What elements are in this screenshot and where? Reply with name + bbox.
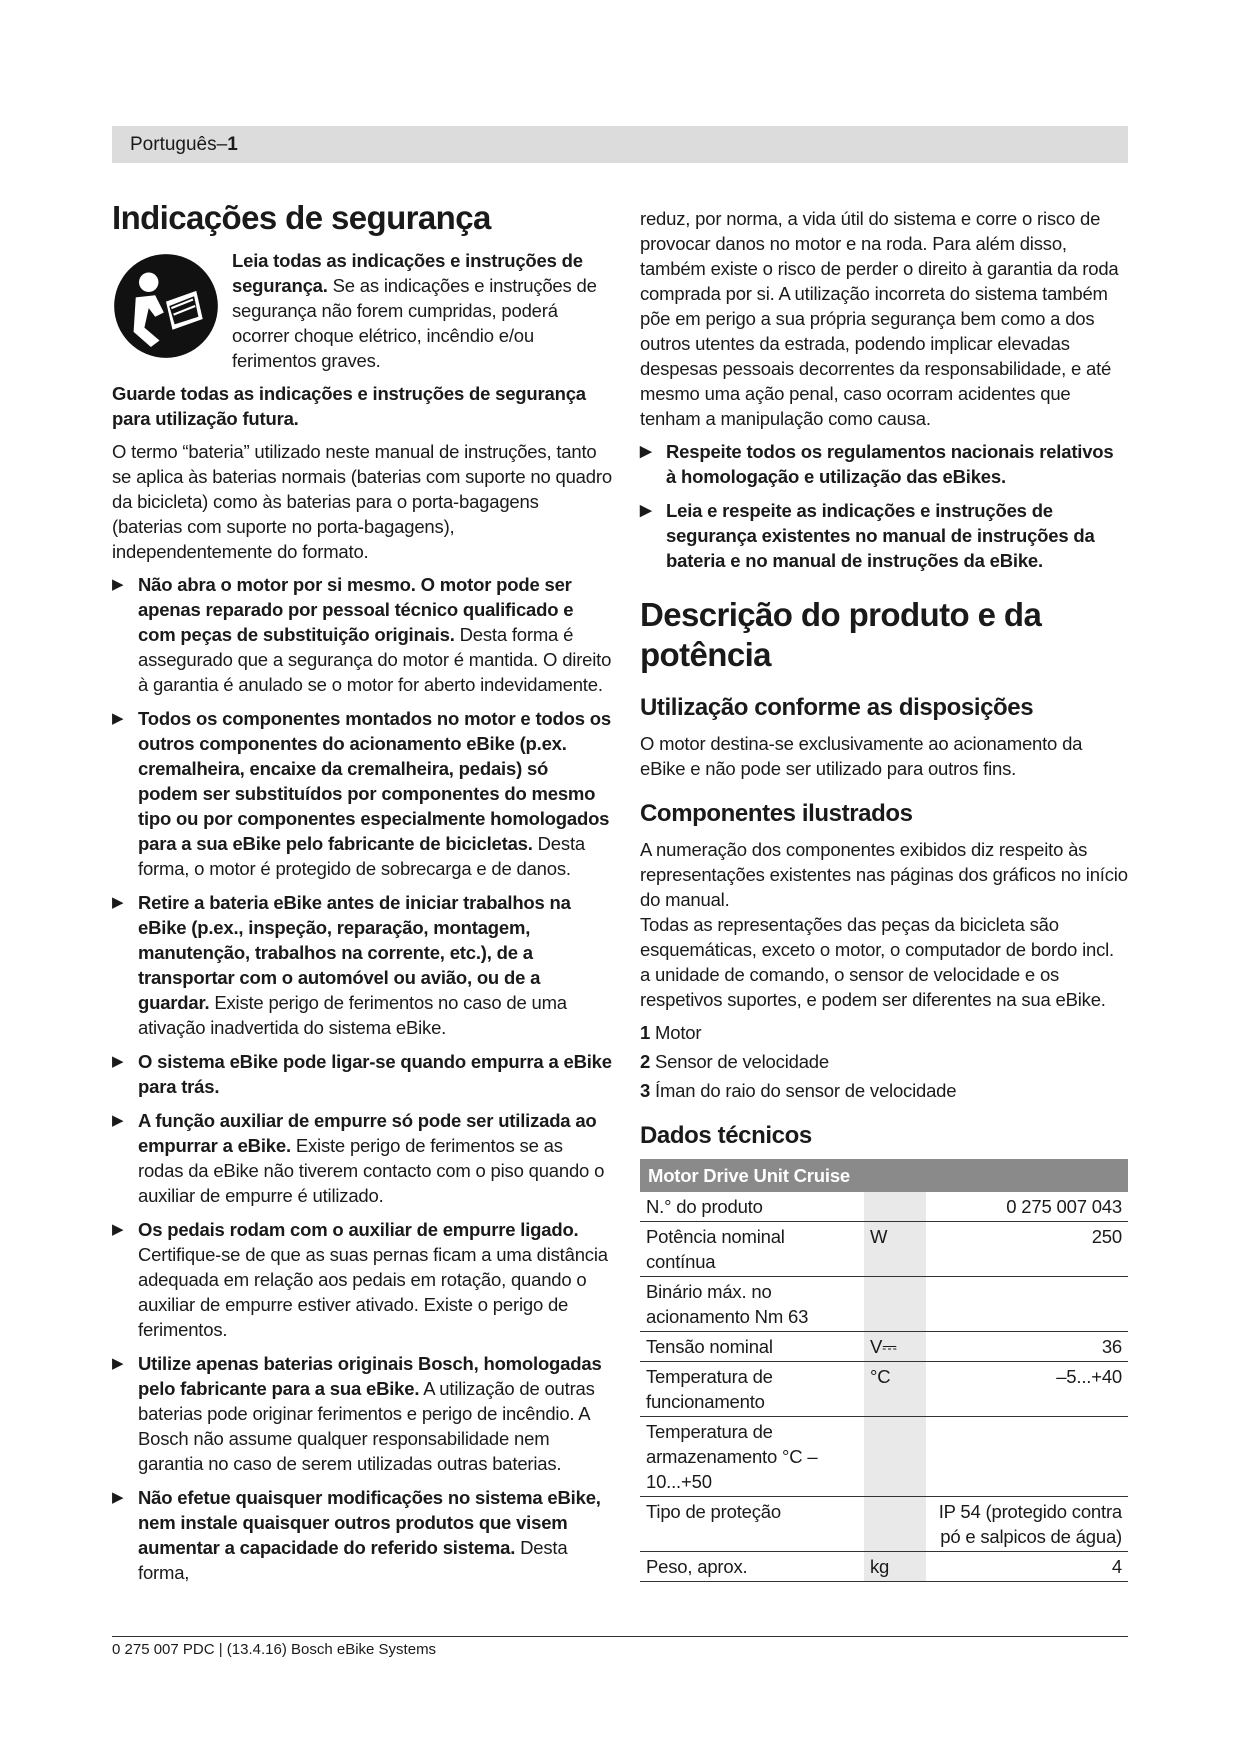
- safety-bullets: [112, 572, 612, 1585]
- keep-instructions: Guarde todas as indicações e instruções de segurança para utilização futura.: [112, 383, 586, 429]
- components-text-1: A numeração dos componentes exibidos diz respeito às representações existentes nas páginas dos gráficos no início do manual.: [640, 839, 1128, 910]
- footer-text: 0 275 007 PDC | (13.4.16) Bosch eBike Systems: [112, 1641, 437, 1658]
- bullet-triangle-icon: ▶: [112, 1489, 124, 1506]
- tech-data-table: [640, 1159, 1128, 1582]
- use-text: O motor destina-se exclusivamente ao acionamento da eBike e não pode ser utilizado para outros fins.: [640, 733, 1083, 779]
- intro-bold: Leia todas as indicações e instruções de segurança.: [232, 250, 583, 296]
- page-header: [112, 126, 1128, 163]
- bullet-triangle-icon: ▶: [112, 1112, 124, 1129]
- table-row: Binário máx. no acionamento Nm 63: [640, 1277, 1128, 1332]
- components-heading: Componentes ilustrados: [640, 800, 913, 827]
- safety-intro: [112, 248, 612, 373]
- header-text: Português–1: [130, 134, 238, 155]
- tech-heading: Dados técnicos: [640, 1122, 812, 1149]
- list-item: ▶ Utilize apenas baterias originais Bosch, homologadas pelo fabricante para a sua eBike. A utilização de outras baterias pode originar ferimentos e perigo de incêndio. A Bosch não assume qualquer responsabilidade nem garantia no caso de serem utilizadas outras baterias.: [112, 1353, 602, 1474]
- list-item: ▶ O sistema eBike pode ligar-se quando empurra a eBike para trás.: [112, 1051, 612, 1097]
- table-row: N.° do produto 0 275 007 043: [640, 1192, 1128, 1222]
- continued-text: reduz, por norma, a vida útil do sistema e corre o risco de provocar danos no motor e na roda. Para além disso, também existe o risco de perder o direito à garantia da roda comprada por si. A utilização incorreta do sistema também põe em perigo a sua própria segurança bem como a dos outros utentes da estrada, podendo implicar elevadas despesas pessoais decorrentes da responsabilidade, e até mesmo uma ação penal, caso ocorram acidentes que tenham a manipulação como causa.: [640, 208, 1119, 429]
- use-heading: Utilização conforme as disposições: [640, 694, 1034, 721]
- list-item: 1 Motor: [640, 1022, 702, 1043]
- bullet-triangle-icon: ▶: [640, 502, 652, 519]
- bullet-triangle-icon: ▶: [112, 1053, 124, 1070]
- table-row: Temperatura de funcionamento °C –5...+40: [640, 1362, 1128, 1417]
- left-column: [112, 198, 612, 1594]
- list-item: ▶ Não abra o motor por si mesmo. O motor pode ser apenas reparado por pessoal técnico qualificado e com peças de substituição originais. Desta forma é assegurado que a segurança do motor é mantida. O direito à garantia é anulado se o motor for aberto indevidamente.: [112, 574, 612, 695]
- bullet-triangle-icon: ▶: [112, 576, 124, 593]
- bullet-triangle-icon: ▶: [112, 710, 124, 727]
- table-title: Motor Drive Unit Cruise: [640, 1159, 1128, 1192]
- list-item: ▶ Não efetue quaisquer modificações no sistema eBike, nem instale quaisquer outros produtos que visem aumentar a capacidade do referido sistema. Desta forma,: [112, 1487, 601, 1583]
- product-title: Descrição do produto e da potência: [640, 596, 1042, 673]
- table-row: Peso, aprox. kg 4: [640, 1552, 1128, 1582]
- table-row: Tipo de proteção IP 54 (protegido contra pó e salpicos de água): [640, 1497, 1128, 1552]
- right-column: [640, 206, 1128, 1582]
- bullet-triangle-icon: ▶: [112, 894, 124, 911]
- list-item: ▶ Leia e respeite as indicações e instruções de segurança existentes no manual de instruções da bateria e no manual de instruções da eBike.: [640, 500, 1095, 571]
- read-manual-icon: [112, 252, 220, 360]
- list-item: ▶ A função auxiliar de empurre só pode ser utilizada ao empurrar a eBike. Existe perigo de ferimentos se as rodas da eBike não tiverem contacto com o piso quando o auxiliar de empurre é utilizado.: [112, 1110, 605, 1206]
- intro-text: Se as indicações e instruções de segurança não forem cumpridas, poderá ocorrer choque elétrico, incêndio e/ou ferimentos graves.: [232, 275, 597, 371]
- table-row: Potência nominal contínua W 250: [640, 1222, 1128, 1277]
- bullet-triangle-icon: ▶: [640, 443, 652, 460]
- list-item: ▶ Todos os componentes montados no motor e todos os outros componentes do acionamento eBike (p.ex. cremalheira, encaixe da cremalheira, pedais) só podem ser substituídos por componentes do mesmo tipo ou por componentes especialmente homologados para a sua eBike pelo fabricante de bicicletas. Desta forma, o motor é protegido de sobrecarga e de danos.: [112, 708, 611, 879]
- page-footer: [112, 1636, 1128, 1658]
- table-row: Temperatura de armazenamento °C –10...+50: [640, 1417, 1128, 1497]
- list-item: ▶ Os pedais rodam com o auxiliar de empurre ligado. Certifique-se de que as suas pernas ficam a uma distância adequada em relação aos pedais em rotação, quando o auxiliar de empurre estiver ativado. Existe o perigo de ferimentos.: [112, 1219, 608, 1340]
- right-bullets: [640, 439, 1128, 573]
- list-item: ▶ Respeite todos os regulamentos nacionais relativos à homologação e utilização das eBikes.: [640, 441, 1114, 487]
- safety-title: Indicações de segurança: [112, 199, 491, 236]
- battery-term: O termo “bateria” utilizado neste manual de instruções, tanto se aplica às baterias normais (baterias com suporte no quadro da bicicleta) como às baterias para o porta-bagagens (baterias com suporte no porta-bagagens), independentemente do formato.: [112, 441, 612, 562]
- list-item: 3 Íman do raio do sensor de velocidade: [640, 1080, 957, 1101]
- list-item: ▶ Retire a bateria eBike antes de iniciar trabalhos na eBike (p.ex., inspeção, reparação, montagem, manutenção, trabalhos na corrente, etc.), de a transportar com o automóvel ou avião, ou de a guardar. Existe perigo de ferimentos no caso de uma ativação inadvertida do sistema eBike.: [112, 892, 571, 1038]
- components-text-2: Todas as representações das peças da bicicleta são esquemáticas, exceto o motor, o computador de bordo incl. a unidade de comando, o sensor de velocidade e os respetivos suportes, e podem ser diferentes na sua eBike.: [640, 914, 1114, 1010]
- parts-list: [640, 1020, 1128, 1103]
- bullet-triangle-icon: ▶: [112, 1355, 124, 1372]
- list-item: 2 Sensor de velocidade: [640, 1051, 829, 1072]
- table-row: Tensão nominal V⎓ 36: [640, 1332, 1128, 1362]
- bullet-triangle-icon: ▶: [112, 1221, 124, 1238]
